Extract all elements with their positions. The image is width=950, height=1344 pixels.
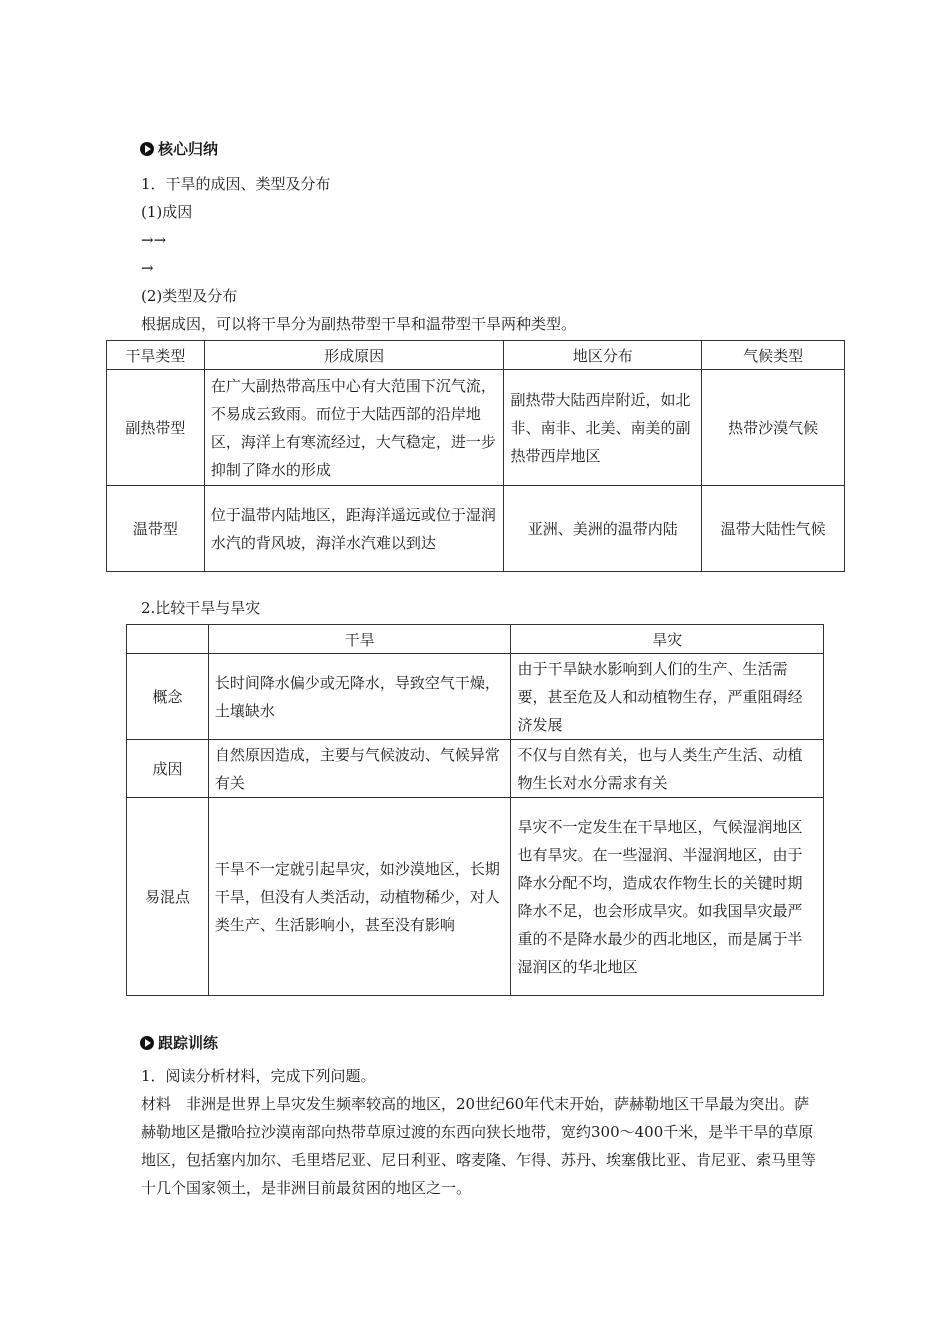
drought-type-table bbox=[106, 340, 845, 572]
table-row bbox=[127, 798, 824, 996]
table-header: 形成原因 bbox=[204, 341, 504, 370]
row-label-cell: 概念 bbox=[127, 654, 209, 740]
row-label-cell: 易混点 bbox=[127, 798, 209, 996]
type-cell: 温带型 bbox=[107, 486, 205, 572]
cause-cell: 在广大副热带高压中心有大范围下沉气流，不易成云致雨。而位于大陆西部的沿岸地区，海洋上有寒流经过，大气稳定，进一步抑制了降水的形成 bbox=[204, 370, 504, 486]
play-circle-icon bbox=[140, 142, 154, 156]
region-cell: 亚洲、美洲的温带内陆 bbox=[504, 486, 702, 572]
disaster-cell: 旱灾不一定发生在干旱地区，气候湿润地区也有旱灾。在一些湿润、半湿润地区，由于降水分配不均，造成农作物生长的关键时期降水不足，也会形成旱灾。如我国旱灾最严重的不是降水最少的西北地区，而是属于半湿润区的华北地区 bbox=[511, 798, 824, 996]
item1-title: 1．干旱的成因、类型及分布 bbox=[141, 175, 331, 193]
table-header-row bbox=[127, 625, 824, 654]
table-header: 旱灾 bbox=[511, 625, 824, 654]
type-cell: 副热带型 bbox=[107, 370, 205, 486]
item2-title: 2.比较干旱与旱灾 bbox=[141, 599, 261, 617]
table-row bbox=[107, 486, 845, 572]
drought-cell: 自然原因造成，主要与气候波动、气候异常有关 bbox=[208, 740, 511, 798]
table-header: 干旱类型 bbox=[107, 341, 205, 370]
exercise-material: 材料 非洲是世界上旱灾发生频率较高的地区，20世纪60年代末开始，萨赫勒地区干旱最为突出。萨赫勒地区是撒哈拉沙漠南部向热带草原过渡的东西向狭长地带，宽约300～400千米，是半干旱的草原地区，包括塞内加尔、毛里塔尼亚、尼日利亚、喀麦隆、乍得、苏丹、埃塞俄比亚、肯尼亚、索马里等十几个国家领土，是非洲目前最贫困的地区之一。 bbox=[141, 1095, 817, 1197]
disaster-cell: 不仅与自然有关，也与人类生产生活、动植物生长对水分需求有关 bbox=[511, 740, 824, 798]
cause-label: (1)成因 bbox=[141, 203, 193, 221]
arrow-line-2: → bbox=[141, 259, 154, 277]
disaster-cell: 由于干旱缺水影响到人们的生产、生活需要，甚至危及人和动植物生存，严重阻碍经济发展 bbox=[511, 654, 824, 740]
table-row bbox=[127, 654, 824, 740]
section-title: 跟踪训练 bbox=[158, 1034, 219, 1052]
climate-cell: 温带大陆性气候 bbox=[702, 486, 845, 572]
section-title: 核心归纳 bbox=[158, 140, 219, 158]
table-row bbox=[127, 740, 824, 798]
climate-cell: 热带沙漠气候 bbox=[702, 370, 845, 486]
drought-cell: 长时间降水偏少或无降水，导致空气干燥，土壤缺水 bbox=[208, 654, 511, 740]
table-header bbox=[127, 625, 209, 654]
cause-cell: 位于温带内陆地区，距海洋遥远或位于湿润水汽的背风坡，海洋水汽难以到达 bbox=[204, 486, 504, 572]
row-label-cell: 成因 bbox=[127, 740, 209, 798]
section-heading-practice bbox=[140, 1032, 218, 1053]
table-header-row bbox=[107, 341, 845, 370]
table-header: 地区分布 bbox=[504, 341, 702, 370]
play-circle-icon bbox=[140, 1036, 154, 1050]
table-header: 干旱 bbox=[208, 625, 511, 654]
arrow-line-1: →→ bbox=[141, 231, 167, 249]
section-heading-core bbox=[140, 138, 218, 159]
exercise-title: 1．阅读分析材料，完成下列问题。 bbox=[141, 1067, 376, 1085]
type-intro: 根据成因，可以将干旱分为副热带型干旱和温带型干旱两种类型。 bbox=[141, 315, 577, 333]
drought-cell: 干旱不一定就引起旱灾，如沙漠地区，长期干旱，但没有人类活动，动植物稀少，对人类生产、生活影响小，甚至没有影响 bbox=[208, 798, 511, 996]
drought-disaster-table bbox=[126, 624, 824, 996]
region-cell: 副热带大陆西岸附近，如北非、南非、北美、南美的副热带西岸地区 bbox=[504, 370, 702, 486]
table-row bbox=[107, 370, 845, 486]
type-label: (2)类型及分布 bbox=[141, 287, 238, 305]
table-header: 气候类型 bbox=[702, 341, 845, 370]
